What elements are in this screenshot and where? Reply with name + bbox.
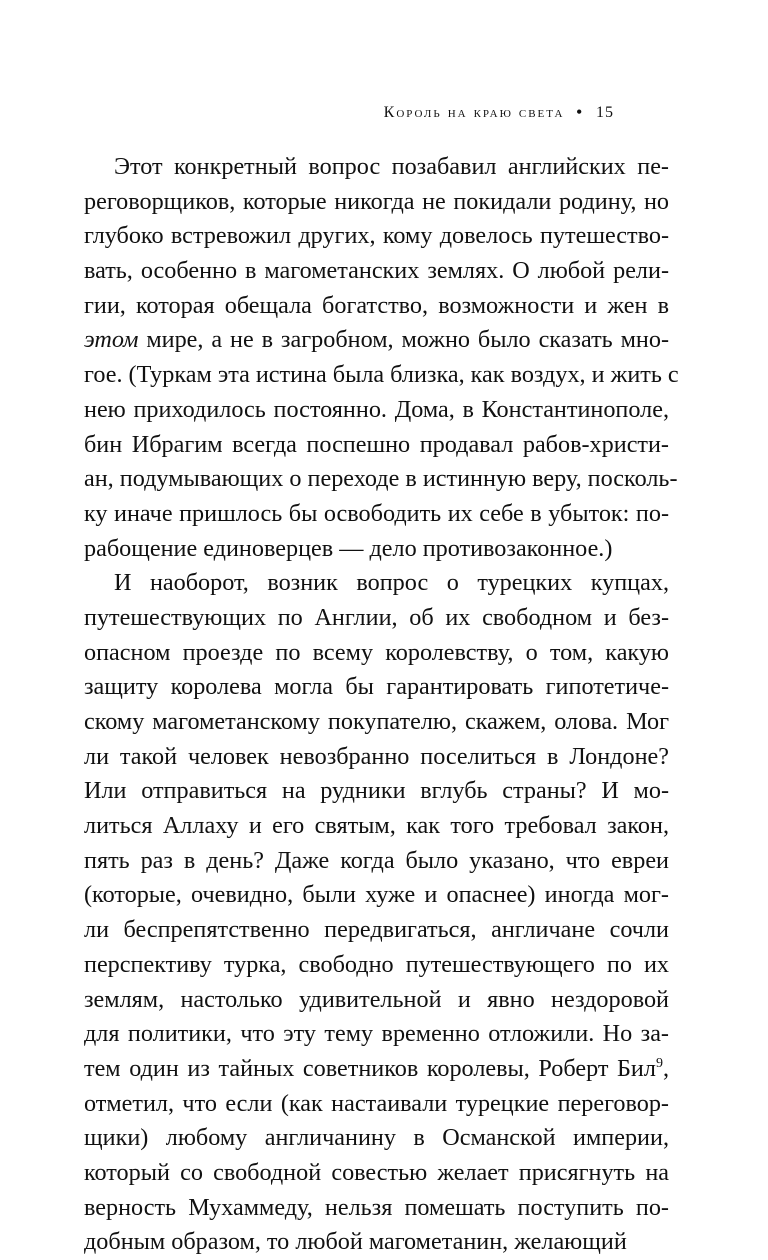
text-run: глубоко встревожил других, кому довелось путешество- [84,222,669,250]
text-line [84,601,669,636]
text-run: бин Ибрагим всегда поспешно продавал рабов-христи- [84,430,669,458]
text-run: защиту королева могла бы гарантировать гипотетиче- [84,673,669,701]
text-run: пять раз в день? Даже когда было указано, что евреи [84,846,669,874]
text-run: землям, настолько удивительной и явно нездоровой [84,985,669,1013]
text-run: литься Аллаху и его святым, как того требовал закон, [84,812,669,840]
text-run: щики) любому англичанину в Османской империи, [84,1124,669,1152]
footnote-ref: 9 [655,1055,663,1071]
text-line [84,289,669,324]
text-run: для политики, что эту тему временно отложили. Но за- [84,1020,669,1048]
text-line [84,809,669,844]
text-run: Этот конкретный вопрос позабавил английских пе- [114,153,669,180]
header-separator: • [576,104,584,121]
text-line [84,1052,669,1087]
body-text [84,150,679,1260]
text-run: Или отправиться на рудники вглубь страны? И мо- [84,777,669,805]
text-line [84,254,669,289]
text-line [84,948,669,983]
text-line [84,219,669,254]
text-run: отметил, что если (как настаивали турецкие переговор- [84,1089,669,1117]
text-line [84,913,669,948]
text-line [84,774,669,809]
text-run: гое. (Туркам эта истина была близка, как воздух, и жить с [84,361,679,389]
text-line [84,566,669,601]
text-run: скому магометанскому покупателю, скажем, олова. Мог [84,708,669,735]
text-line [84,1156,669,1191]
text-line [84,428,669,463]
text-run: ан, подумывающих о переходе в истинную веру, посколь- [84,465,678,493]
text-run: перспективу турка, свободно путешествующего по их [84,950,669,978]
text-run: добным образом, то любой магометанин, желающий [84,1228,627,1256]
text-line [84,878,669,913]
paragraph [84,566,669,1260]
text-line [84,1225,669,1260]
text-run: вать, особенно в магометанских землях. О любой рели- [84,257,669,285]
text-line [84,358,679,393]
text-run: И наоборот, возник вопрос о турецких купцах, [114,569,669,597]
text-line [84,1087,669,1122]
text-run: путешествующих по Англии, об их свободном и без- [84,603,669,631]
page-number: 15 [596,104,614,121]
text-line [84,532,669,567]
text-line [84,150,669,185]
text-line [84,323,669,358]
text-line [84,740,669,775]
text-line [84,393,669,428]
paragraph [84,150,679,566]
text-run: тем один из тайных советников королевы, Роберт Бил [84,1054,656,1082]
text-run: реговорщиков, которые никогда не покидали родину, но [84,187,669,215]
text-line [84,705,669,740]
text-run: мире, а не в загробном, можно было сказать мно- [138,326,669,354]
text-line [84,185,669,220]
text-line [84,636,669,671]
emphasis-text: этом [84,326,139,354]
text-line [84,462,678,497]
text-line [84,983,669,1018]
text-run: нею приходилось постоянно. Дома, в Константинополе, [84,395,669,423]
text-run: (которые, очевидно, были хуже и опаснее) иногда мог- [84,881,669,909]
text-line [84,1017,669,1052]
text-run: ку иначе пришлось бы освободить их себе в убыток: по- [84,499,669,527]
text-run: опасном проезде по всему королевству, о том, какую [84,638,669,666]
text-line [84,497,669,532]
text-run: который со свободной совестью желает присягнуть на [84,1158,669,1186]
running-header [384,104,614,122]
text-run: гии, которая обещала богатство, возможности и жен в [84,291,669,319]
text-run: ли такой человек невозбранно поселиться в Лондоне? [84,742,669,770]
running-title: Король на краю света [383,104,565,121]
text-line [84,1121,669,1156]
text-line [84,1191,669,1226]
text-run: рабощение единоверцев — дело противозаконное.) [84,534,613,562]
text-run: , [662,1054,669,1082]
text-line [84,844,669,879]
text-run: ли беспрепятственно передвигаться, англичане сочли [84,916,669,944]
text-line [84,670,669,705]
text-run: верность Мухаммеду, нельзя помешать поступить по- [84,1193,669,1221]
